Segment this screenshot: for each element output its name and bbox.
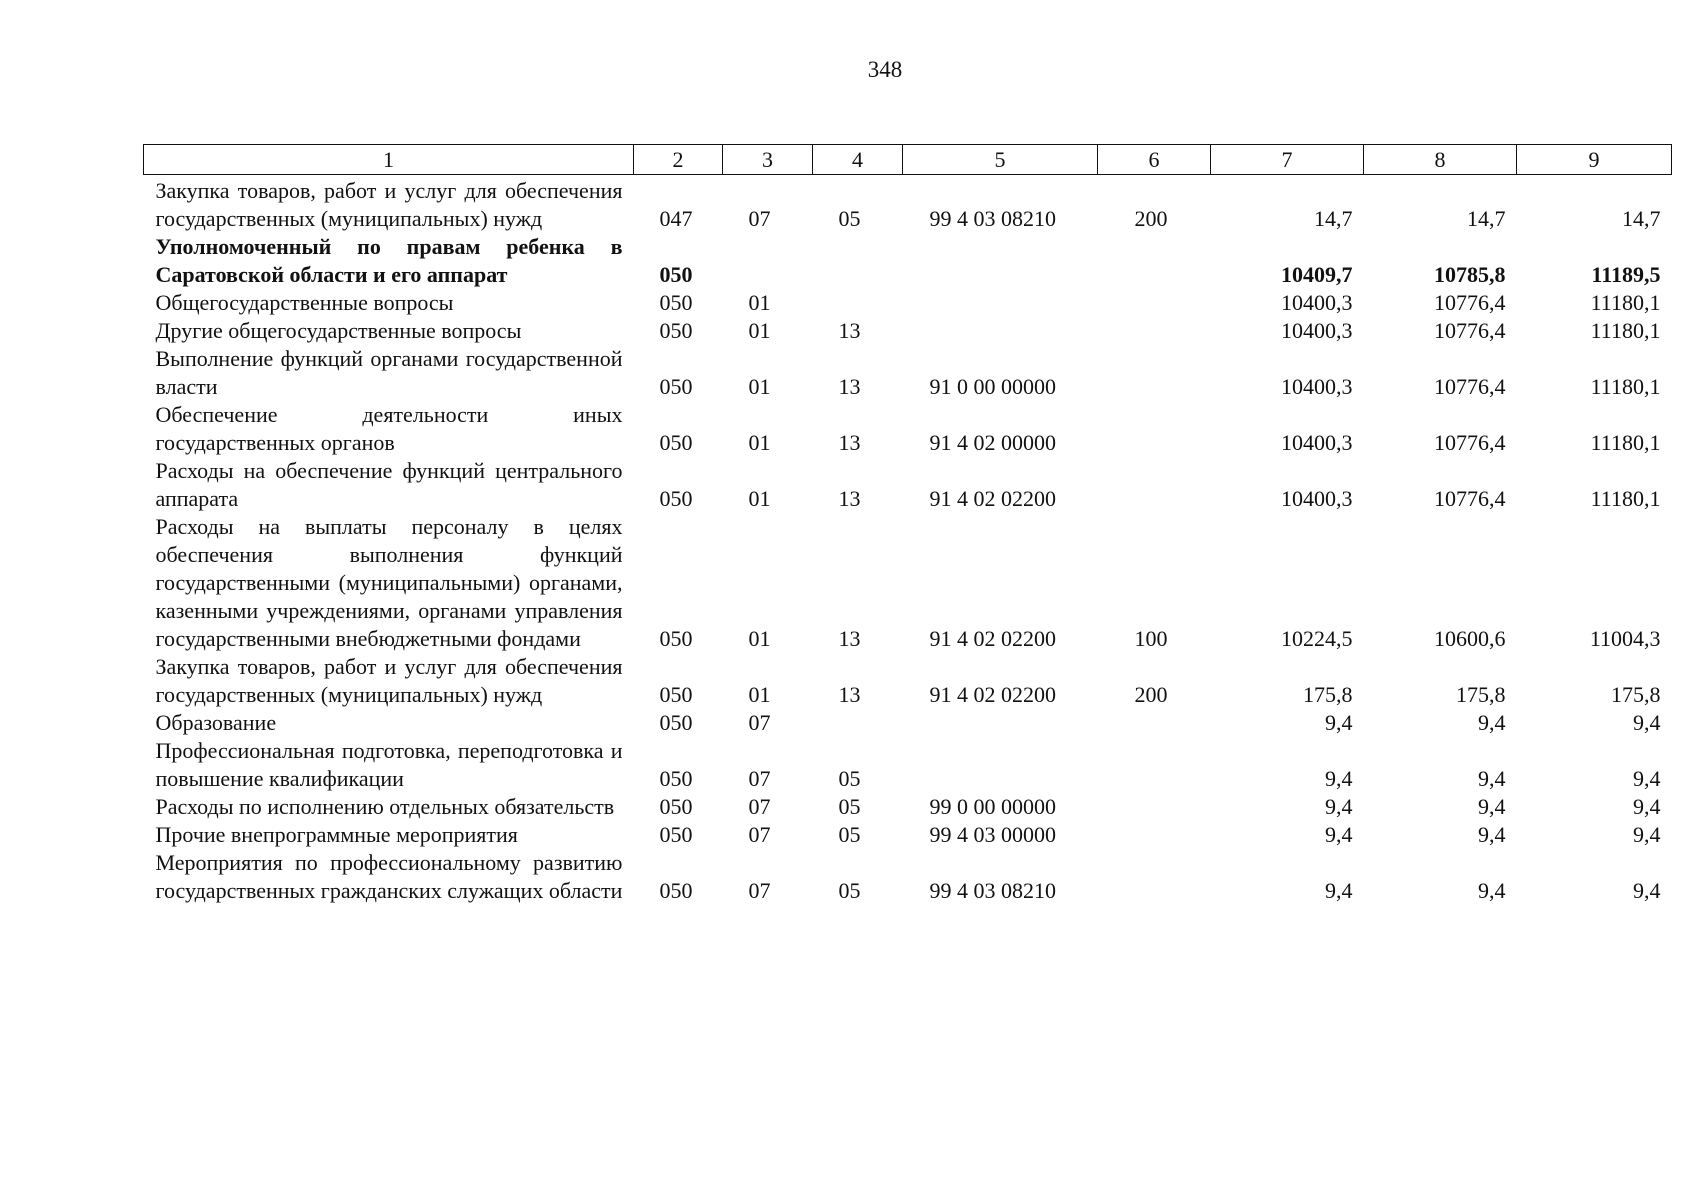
row-amount-1: 10400,3 <box>1281 486 1353 511</box>
row-code-subdivision: 05 <box>838 206 861 231</box>
table-row <box>144 289 1672 317</box>
header-row <box>144 145 1672 175</box>
row-code-section: 050 <box>659 290 693 315</box>
row-amount-3: 14,7 <box>1622 206 1661 231</box>
table-row <box>144 709 1672 737</box>
row-amount-2: 14,7 <box>1467 206 1506 231</box>
row-code-section: 050 <box>659 766 693 791</box>
row-code-target <box>903 233 1098 289</box>
row-amount-3: 9,4 <box>1633 766 1661 791</box>
table-row <box>144 345 1672 401</box>
row-code-division: 07 <box>748 794 771 819</box>
row-amount-3: 9,4 <box>1633 710 1661 735</box>
row-code-division <box>723 233 813 289</box>
table-row <box>144 401 1672 457</box>
row-amount-1: 10409,7 <box>1281 262 1353 287</box>
row-code-subdivision: 13 <box>838 374 861 399</box>
table-row <box>144 513 1672 653</box>
row-code-section: 050 <box>659 878 693 903</box>
row-amount-3: 11180,1 <box>1590 430 1661 455</box>
row-name: Закупка товаров, работ и услуг для обеспечения государственных (муниципальных) нужд <box>155 654 623 707</box>
header-col-3: 3 <box>723 145 813 175</box>
row-amount-1: 175,8 <box>1303 682 1353 707</box>
row-amount-1: 14,7 <box>1314 206 1353 231</box>
row-code-target: 91 4 02 02200 <box>929 486 1056 511</box>
row-code-subdivision: 13 <box>838 682 861 707</box>
row-code-subdivision: 13 <box>838 486 861 511</box>
row-name: Общегосударственные вопросы <box>155 290 454 315</box>
row-code-subdivision <box>813 233 903 289</box>
row-code-type <box>1098 709 1211 737</box>
table-row <box>144 793 1672 821</box>
row-amount-3: 9,4 <box>1633 822 1661 847</box>
row-code-division: 07 <box>748 206 771 231</box>
header-col-8: 8 <box>1364 145 1517 175</box>
row-amount-2: 10785,8 <box>1434 262 1506 287</box>
row-code-type <box>1098 737 1211 793</box>
row-amount-1: 10400,3 <box>1281 290 1353 315</box>
row-amount-1: 9,4 <box>1325 766 1353 791</box>
row-amount-2: 10776,4 <box>1434 290 1506 315</box>
header-col-4: 4 <box>813 145 903 175</box>
row-code-target: 99 4 03 08210 <box>929 206 1056 231</box>
row-code-type <box>1098 233 1211 289</box>
row-amount-1: 10400,3 <box>1281 374 1353 399</box>
row-code-section: 050 <box>659 822 693 847</box>
row-code-section: 050 <box>659 430 693 455</box>
row-code-subdivision: 13 <box>838 626 861 651</box>
row-amount-3: 11180,1 <box>1590 486 1661 511</box>
row-code-subdivision: 13 <box>838 318 861 343</box>
row-amount-3: 9,4 <box>1633 794 1661 819</box>
row-code-type: 200 <box>1134 682 1168 707</box>
row-code-type: 100 <box>1134 626 1168 651</box>
row-amount-2: 9,4 <box>1478 794 1506 819</box>
table-row <box>144 737 1672 793</box>
row-code-target: 99 4 03 08210 <box>929 878 1056 903</box>
row-amount-3: 9,4 <box>1633 878 1661 903</box>
row-code-subdivision: 05 <box>838 766 861 791</box>
row-code-section: 050 <box>659 710 693 735</box>
row-code-target: 99 0 00 00000 <box>929 794 1056 819</box>
table-row <box>144 233 1672 289</box>
row-code-division: 07 <box>748 878 771 903</box>
row-amount-2: 10776,4 <box>1434 318 1506 343</box>
row-code-type <box>1098 345 1211 401</box>
row-code-division: 07 <box>748 822 771 847</box>
row-name: Прочие внепрограммные мероприятия <box>155 822 518 847</box>
row-code-division: 07 <box>748 710 771 735</box>
row-amount-3: 11180,1 <box>1590 374 1661 399</box>
row-amount-2: 9,4 <box>1478 710 1506 735</box>
row-amount-1: 10400,3 <box>1281 430 1353 455</box>
header-col-7: 7 <box>1211 145 1364 175</box>
row-code-target: 99 4 03 00000 <box>929 822 1056 847</box>
row-amount-3: 11189,5 <box>1591 262 1661 287</box>
row-code-section: 050 <box>659 262 693 287</box>
row-code-type <box>1098 821 1211 849</box>
row-name: Закупка товаров, работ и услуг для обеспечения государственных (муниципальных) нужд <box>155 178 623 231</box>
row-code-division: 01 <box>748 374 771 399</box>
row-amount-1: 10224,5 <box>1281 626 1353 651</box>
header-col-9: 9 <box>1517 145 1672 175</box>
row-code-section: 050 <box>659 486 693 511</box>
row-code-type <box>1098 317 1211 345</box>
row-name: Расходы на выплаты персоналу в целях обеспечения выполнения функций государственными (муниципальными) органами, казенными учреждениями, органами управления государственными внебюджетными фондами <box>155 514 623 651</box>
row-code-type <box>1098 289 1211 317</box>
row-code-type <box>1098 793 1211 821</box>
row-amount-2: 175,8 <box>1456 682 1506 707</box>
row-code-type <box>1098 457 1211 513</box>
row-amount-2: 10600,6 <box>1434 626 1506 651</box>
row-amount-2: 9,4 <box>1478 766 1506 791</box>
page-number: 348 <box>867 57 903 82</box>
row-code-section: 050 <box>659 626 693 651</box>
row-code-subdivision <box>813 289 903 317</box>
row-code-division: 07 <box>748 766 771 791</box>
row-name: Расходы на обеспечение функций центрального аппарата <box>155 458 623 511</box>
table-row <box>144 653 1672 709</box>
row-amount-3: 11004,3 <box>1589 626 1661 651</box>
row-code-subdivision: 05 <box>838 822 861 847</box>
row-code-target: 91 0 00 00000 <box>929 374 1056 399</box>
table-row <box>144 849 1672 905</box>
row-code-target <box>903 317 1098 345</box>
row-amount-2: 9,4 <box>1478 878 1506 903</box>
row-name: Образование <box>155 710 277 735</box>
row-code-type: 200 <box>1134 206 1168 231</box>
row-code-subdivision: 13 <box>838 430 861 455</box>
header-col-2: 2 <box>634 145 723 175</box>
row-code-division: 01 <box>748 682 771 707</box>
row-amount-3: 175,8 <box>1611 682 1661 707</box>
row-amount-1: 9,4 <box>1325 710 1353 735</box>
row-name: Мероприятия по профессиональному развитию государственных гражданских служащих области <box>155 850 623 903</box>
row-code-subdivision: 05 <box>838 794 861 819</box>
row-code-subdivision: 05 <box>838 878 861 903</box>
row-code-section: 050 <box>659 682 693 707</box>
header-col-1: 1 <box>144 145 634 175</box>
row-amount-2: 9,4 <box>1478 822 1506 847</box>
row-amount-1: 9,4 <box>1325 822 1353 847</box>
row-code-division: 01 <box>748 318 771 343</box>
row-name: Профессиональная подготовка, переподготовка и повышение квалификации <box>155 738 623 791</box>
row-code-division: 01 <box>748 290 771 315</box>
row-name: Расходы по исполнению отдельных обязательств <box>155 794 615 819</box>
header-col-5: 5 <box>903 145 1098 175</box>
row-amount-3: 11180,1 <box>1590 290 1661 315</box>
row-code-target: 91 4 02 00000 <box>929 430 1056 455</box>
row-name: Другие общегосударственные вопросы <box>155 318 522 343</box>
table-row <box>144 175 1672 234</box>
row-amount-2: 10776,4 <box>1434 374 1506 399</box>
table-row <box>144 821 1672 849</box>
row-amount-1: 9,4 <box>1325 794 1353 819</box>
budget-table <box>143 144 1672 905</box>
row-code-section: 047 <box>659 206 693 231</box>
row-amount-2: 10776,4 <box>1434 486 1506 511</box>
row-code-division: 01 <box>748 626 771 651</box>
row-name: Обеспечение деятельности иных государственных органов <box>155 402 623 455</box>
row-code-subdivision <box>813 709 903 737</box>
table-header <box>144 145 1672 175</box>
table-row <box>144 457 1672 513</box>
row-amount-2: 10776,4 <box>1434 430 1506 455</box>
row-code-target <box>903 709 1098 737</box>
row-code-type <box>1098 849 1211 905</box>
row-code-section: 050 <box>659 794 693 819</box>
row-code-target: 91 4 02 02200 <box>929 626 1056 651</box>
row-code-target <box>903 737 1098 793</box>
row-code-target <box>903 289 1098 317</box>
row-code-division: 01 <box>748 430 771 455</box>
row-name: Уполномоченный по правам ребенка в Саратовской области и его аппарат <box>155 234 623 287</box>
table-row <box>144 317 1672 345</box>
table-body <box>144 175 1672 906</box>
header-col-6: 6 <box>1098 145 1211 175</box>
row-code-division: 01 <box>748 486 771 511</box>
row-code-target: 91 4 02 02200 <box>929 682 1056 707</box>
row-amount-1: 10400,3 <box>1281 318 1353 343</box>
row-name: Выполнение функций органами государственной власти <box>155 346 623 399</box>
row-amount-3: 11180,1 <box>1590 318 1661 343</box>
row-amount-1: 9,4 <box>1325 878 1353 903</box>
row-code-section: 050 <box>659 374 693 399</box>
row-code-section: 050 <box>659 318 693 343</box>
row-code-type <box>1098 401 1211 457</box>
